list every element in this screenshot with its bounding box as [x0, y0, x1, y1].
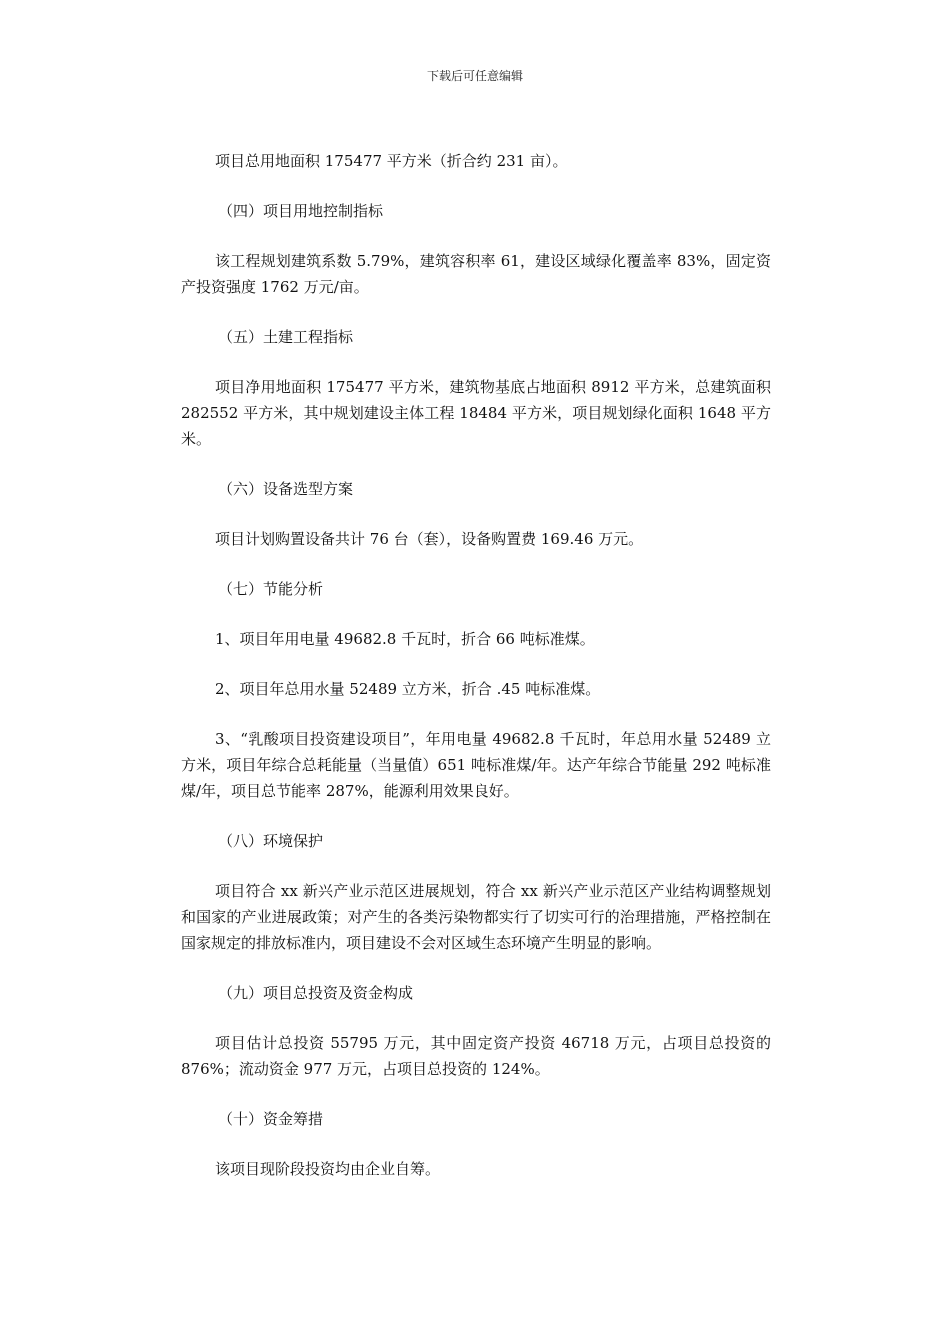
- paragraph-energy-summary: 3、“乳酸项目投资建设项目”，年用电量 49682.8 千瓦时，年总用水量 52489 立方米，项目年综合总耗能量（当量值）651 吨标准煤/年。达产年综合节能量 292 吨标准煤/年，项目总节能率 287%，能源利用效果良好。: [181, 730, 771, 800]
- paragraph-land-area: 项目总用地面积 175477 平方米（折合约 231 亩）。: [215, 152, 568, 170]
- section-heading-10: （十）资金筹措: [218, 1110, 324, 1128]
- paragraph-construction: 项目净用地面积 175477 平方米，建筑物基底占地面积 8912 平方米，总建筑面积 282552 平方米，其中规划建设主体工程 18484 平方米，项目规划绿化面积 1648 平方米。: [181, 378, 771, 448]
- page-header: 下载后可任意编辑: [426, 69, 523, 83]
- paragraph-funding: 该项目现阶段投资均由企业自筹。: [215, 1160, 441, 1178]
- section-heading-8: （八）环境保护: [218, 832, 324, 850]
- section-heading-4: （四）项目用地控制指标: [218, 202, 384, 220]
- section-heading-5: （五）土建工程指标: [218, 328, 354, 346]
- section-heading-6: （六）设备选型方案: [218, 480, 354, 498]
- paragraph-electricity: 1、项目年用电量 49682.8 千瓦时，折合 66 吨标准煤。: [215, 630, 595, 648]
- document-body: [181, 148, 771, 1182]
- paragraph-water: 2、项目年总用水量 52489 立方米，折合 .45 吨标准煤。: [215, 680, 601, 698]
- paragraph-equipment: 项目计划购置设备共计 76 台（套），设备购置费 169.46 万元。: [215, 530, 644, 548]
- section-heading-9: （九）项目总投资及资金构成: [218, 984, 414, 1002]
- section-heading-7: （七）节能分析: [218, 580, 324, 598]
- paragraph-environment: 项目符合 xx 新兴产业示范区进展规划，符合 xx 新兴产业示范区产业结构调整规划和国家的产业进展政策；对产生的各类污染物都实行了切实可行的治理措施，严格控制在国家规定的排放标准内，项目建设不会对区域生态环境产生明显的影响。: [181, 882, 771, 952]
- paragraph-land-control: 该工程规划建筑系数 5.79%，建筑容积率 61，建设区域绿化覆盖率 83%，固定资产投资强度 1762 万元/亩。: [181, 252, 771, 296]
- paragraph-investment: 项目估计总投资 55795 万元，其中固定资产投资 46718 万元，占项目总投资的 876%；流动资金 977 万元，占项目总投资的 124%。: [181, 1034, 771, 1078]
